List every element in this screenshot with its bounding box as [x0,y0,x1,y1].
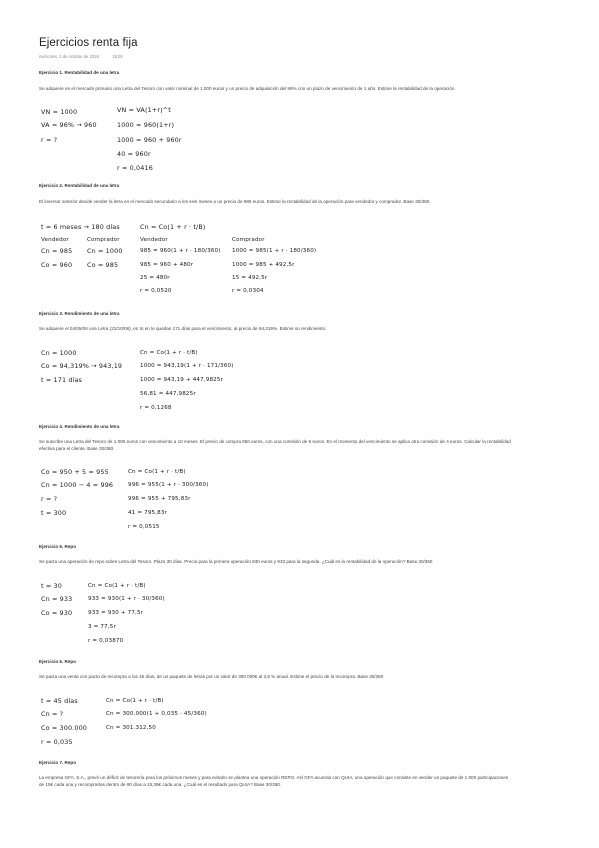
exercise-7-heading: Ejercicio 7. Repo [39,760,77,765]
hw-line: Cn = 1000 − 4 = 996 [41,481,114,489]
hw-line: VN = VA(1+r)^t [117,106,171,114]
hw-line: Vendedor [41,237,69,243]
exercise-4-heading: Ejercicio 4. Rendimiento de una letra [39,424,120,429]
page-date: miércoles, 3 de octubre de 2018 [39,54,99,59]
exercise-2-text: El inversor anterior decide vender la letra en el mercado secundario a los seis meses a un precio de 985 euros. Estime la rentabilidad de la operación para vendedor y comprador. Base 30/360. [39,199,431,204]
hw-line: 40 = 960r [117,150,151,158]
hw-line: Cn = ? [41,710,64,718]
exercise-1-text: Se adquiere en el mercado primario una Letra del Tesoro con valor nominal de 1.000 euros y un precio de adquisición del 96% con un plazo de vencimiento de 1 año. Estime la rentabilidad de la operación. [39,86,456,91]
hw-line: 996 = 955(1 + r · 300/360) [128,482,209,488]
hw-line: Co = 300.000 [41,724,88,732]
exercise-2-handwriting [39,223,559,303]
hw-line: Cn = Co(1 + r · t/B) [88,583,146,589]
hw-line: 996 = 955 + 795,83r [128,496,191,502]
hw-line: Cn = Co(1 + r · t/B) [140,350,198,356]
hw-line: Co = 950 + 5 = 955 [41,468,109,476]
exercise-4-text: Se suscribe una Letra del Tesoro de 1.000 euros con vencimiento a 10 meses. El precio de compra 950 euros, con una comisión de 5 euros. En el momento del vencimiento se aplica otra comisión de 4 euros. Calcular la rentabilidad efectiva para el cliente. Base 30/360. [39,439,511,451]
note-page [39,36,559,60]
hw-line: 985 = 960(1 + r · 180/360) [140,248,221,254]
hw-line: r = 0,0515 [128,524,160,530]
hw-line: r = 0,035 [41,738,73,746]
exercise-5-text: Se pacta una operación de repo sobre Letra del Tesoro. Plazo 30 días. Precio para la primera operación 930 euros y 933 para la segunda. ¿Cuál es la rentabilidad de la operación? Base 30/360 [39,559,433,564]
hw-line: Cn = 985 [41,247,73,255]
hw-line: r = ? [41,136,58,144]
exercise-6-handwriting [39,697,559,757]
hw-line: t = 30 [41,582,62,590]
meta-separator: · [104,54,107,59]
hw-line: Cn = 1000 [87,247,123,255]
exercise-1-heading: Ejercicio 1. Rentabilidad de una letra [39,70,120,75]
hw-line: VN = 1000 [41,108,78,116]
hw-line: r = 0,0416 [117,164,153,172]
hw-line: 3 = 77,5r [88,624,116,630]
exercise-1-handwriting [39,108,559,178]
hw-line: Cn = Co(1 + r · t/B) [140,223,206,231]
hw-line: 25 = 480r [140,275,170,281]
hw-line: r = 0,0520 [140,288,172,294]
exercise-2 [39,183,559,294]
hw-line: Cn = 1000 [41,349,77,357]
hw-line: Co = 960 [41,261,73,269]
exercise-5-heading: Ejercicio 5. Repo [39,544,77,549]
exercise-2-heading: Ejercicio 2. Rentabilidad de una letra [39,183,120,188]
exercise-4-handwriting [39,468,559,543]
hw-line: 1000 = 985(1 + r · 180/360) [232,248,317,254]
exercise-5 [39,544,559,644]
hw-line: 1000 = 960 + 960r [117,136,182,144]
hw-line: 1000 = 985 + 492,5r [232,262,295,268]
hw-line: 933 = 930 + 77,5r [88,610,144,616]
exercise-3-handwriting [39,349,559,424]
hw-line: 985 = 960 + 480r [140,262,194,268]
exercise-4 [39,424,559,530]
exercise-1 [39,70,559,172]
hw-line: r = 0,03870 [88,638,124,644]
hw-line: Cn = Co(1 + r · t/B) [128,469,186,475]
exercise-3 [39,311,559,411]
hw-line: r = 0,0304 [232,288,264,294]
hw-line: 15 = 492,5r [232,275,268,281]
hw-line: Vendedor [140,237,168,243]
exercise-6 [39,659,559,746]
hw-line: Cn = 301.312,50 [106,725,156,731]
hw-line: t = 300 [41,509,67,517]
hw-line: r = ? [41,495,58,503]
hw-line: Co = 985 [87,261,119,269]
exercise-3-text: Se adquiere el 04/05/06 una Letra (22/10/06), en to en le quedan 171 días para el vencimiento, al precio de 94,319%. Estime su rendimiento. [39,326,327,331]
hw-line: t = 45 días [41,697,78,705]
exercise-3-heading: Ejercicio 3. Rendimiento de una letra [39,311,120,316]
hw-line: Co = 930 [41,609,73,617]
hw-line: 1000 = 943,19 + 447,9825r [140,377,224,383]
hw-line: Co = 94,319% → 943,19 [41,362,123,370]
hw-line: Cn = Co(1 + r · t/B) [106,698,164,704]
hw-line: t = 171 días [41,376,83,384]
page-meta [39,54,559,60]
exercise-6-heading: Ejercicio 6. Repo [39,659,77,664]
exercise-7 [39,760,559,788]
page-time: 18:28 [112,54,123,59]
hw-line: Comprador [87,237,120,243]
hw-line: 1000 = 960(1+r) [117,121,175,129]
hw-line: VA = 96% → 960 [41,121,97,129]
exercise-7-text: La empresa GFA, S.A., prevé un déficit de tesorería para los próximos meses y para evitarlo se plantea una operación REPO. Así GFA acuerda con QUIA, una operación que consiste en vender un paquete de 1.000 participaciones de 15€ cada una y recomprarlas dentro de 90 días a 15,36€ cada una. ¿Cuál es el resultado para QUIA? Base 30/360. [39,775,509,787]
exercise-5-handwriting [39,582,559,657]
hw-line: r = 0,1268 [140,405,172,411]
hw-line: t = 6 meses → 180 días [41,223,120,231]
hw-line: Comprador [232,237,265,243]
hw-line: Cn = 933 [41,595,73,603]
exercise-6-text: Se pacta una venta con pacto de recompra a los 45 días, de un paquete de letras por un valor de 300.000€ al 3,5 % anual. Estime el precio de la recompra. Base 30/360 [39,674,384,679]
hw-line: Cn = 300.000(1 + 0,035 · 45/360) [106,711,207,717]
hw-line: 56,81 = 447,9825r [140,391,196,397]
hw-line: 41 = 795,83r [128,510,168,516]
hw-line: 933 = 930(1 + r · 30/360) [88,596,165,602]
hw-line: 1000 = 943,19(1 + r · 171/360) [140,363,234,369]
page-title: Ejercicios renta fija [39,37,138,49]
